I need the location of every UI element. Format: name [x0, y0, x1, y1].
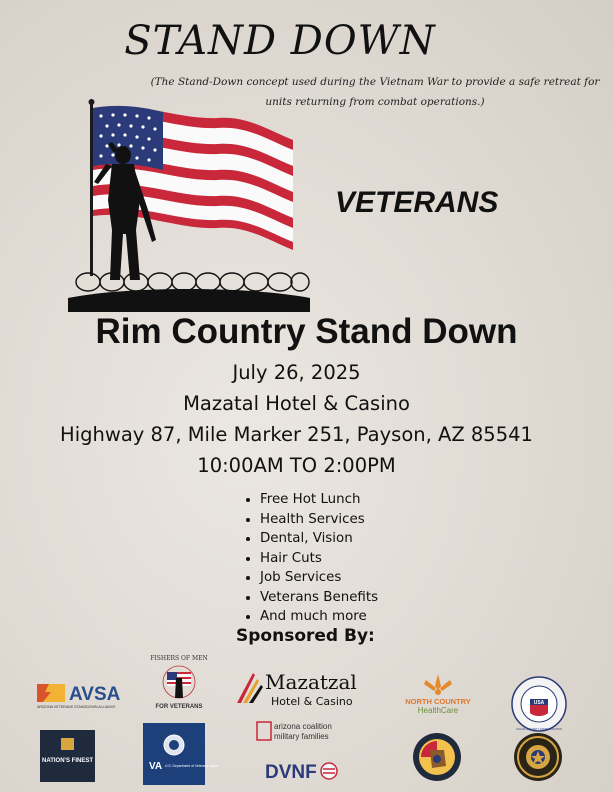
event-address: Highway 87, Mile Marker 251, Payson, AZ 85541	[60, 423, 533, 446]
dvnf-logo	[265, 758, 339, 784]
list-item: • Dental, Vision	[260, 529, 378, 549]
ssa-name: SOCIAL SECURITY ADMINISTRATION	[516, 728, 562, 731]
ssa-center: USA	[533, 700, 545, 706]
list-item: • Health Services	[260, 510, 378, 530]
arizona-seal-logo	[412, 732, 462, 782]
va-logo	[143, 723, 219, 785]
dvnf-name: DVNF	[265, 762, 317, 783]
mazatzal-logo	[233, 665, 369, 710]
north-country-logo	[398, 670, 478, 716]
north-country-name: NORTH COUNTRY	[405, 697, 471, 706]
sponsored-heading: Sponsored By:	[236, 626, 375, 646]
soldier-flag-icon	[68, 100, 310, 312]
north-country-sub: HealthCare	[417, 706, 459, 715]
fishers-top: FISHERS OF MEN	[150, 655, 208, 662]
avsa-name: AVSA	[69, 684, 121, 705]
flyer-title: STAND DOWN	[124, 18, 436, 64]
az-coalition-line1: arizona coalition	[274, 722, 332, 731]
event-title: Rim Country Stand Down	[95, 312, 518, 351]
event-venue: Mazatal Hotel & Casino	[183, 392, 410, 415]
audience-heading: VETERANS	[335, 186, 499, 219]
american-legion-logo	[513, 732, 563, 782]
fishers-of-men-logo	[150, 652, 208, 712]
ssa-seal-logo	[510, 675, 568, 733]
mazatzal-sub: Hotel & Casino	[271, 695, 353, 708]
services-list	[242, 490, 378, 627]
fishers-bottom: FOR VETERANS	[155, 704, 203, 710]
list-item: • Free Hot Lunch	[260, 490, 378, 510]
avsa-tagline: ARIZONA VETERANS STANDDOWN ALLIANCE	[37, 705, 116, 709]
avsa-logo	[35, 680, 132, 710]
list-item: • Veterans Benefits	[260, 588, 378, 608]
va-mark: VA	[149, 761, 163, 772]
mazatzal-name: Mazatzal	[265, 670, 357, 694]
event-time: 10:00AM TO 2:00PM	[197, 454, 396, 477]
list-item: • And much more	[260, 607, 378, 627]
event-date: July 26, 2025	[232, 361, 361, 384]
flyer-subtitle: (The Stand-Down concept used during the Vietnam War to provide a safe retreat for units returning from combat operations.)	[150, 76, 600, 108]
svg-text:U.S. Department of Veterans Af	[165, 764, 219, 768]
az-coalition-line2: military families	[274, 732, 329, 741]
list-item: • Hair Cuts	[260, 549, 378, 569]
az-coalition-logo	[255, 720, 355, 742]
nations-finest-logo	[40, 730, 95, 782]
nations-finest-name: NATION'S FINEST	[42, 758, 93, 764]
list-item: • Job Services	[260, 568, 378, 588]
va-name: U.S. Department of Veterans Affairs	[165, 764, 219, 768]
